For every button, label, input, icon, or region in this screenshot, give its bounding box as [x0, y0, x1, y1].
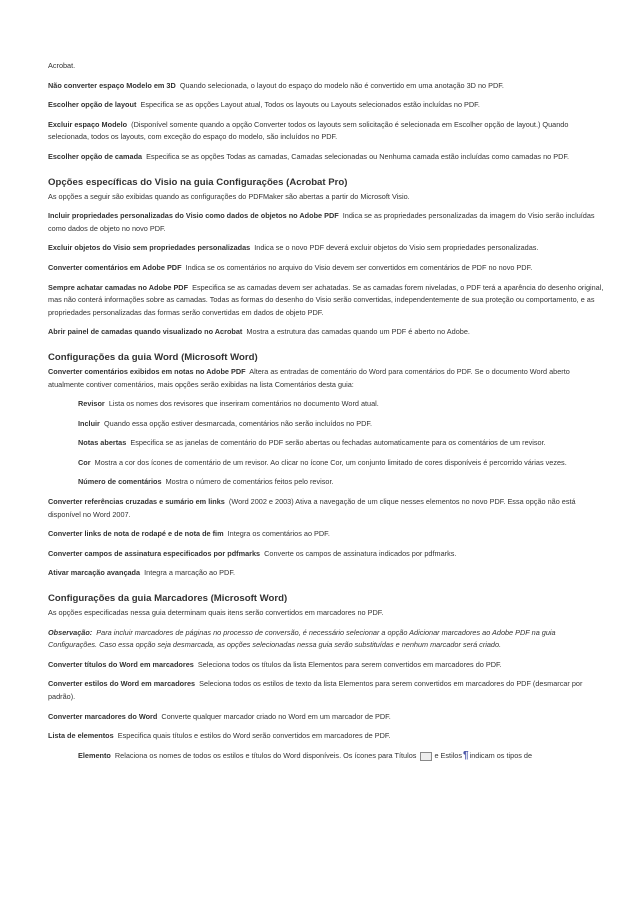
- term-label: Converter links de nota de rodapé e de nota de fim: [48, 529, 224, 539]
- description-text: Indica se as propriedades personalizadas da imagem do Visio serão incluídas como dados de objeto no novo PDF.: [48, 211, 595, 233]
- body-paragraph: [78, 476, 604, 489]
- body-paragraph: [48, 548, 604, 561]
- body-paragraph: [48, 659, 604, 672]
- body-paragraph: [48, 191, 604, 204]
- description-text: Quando essa opção estiver desmarcada, comentários não serão incluídos no PDF.: [103, 418, 373, 428]
- description-text: As opções a seguir são exibidas quando as configurações do PDFMaker são abertas a partir do Microsoft Visio.: [48, 191, 410, 201]
- section-heading: Configurações da guia Marcadores (Microsoft Word): [48, 593, 288, 605]
- description-text: Quando selecionada, o layout do espaço do modelo não é convertido em uma anotação 3D no PDF.: [179, 80, 504, 90]
- body-paragraph: [48, 99, 604, 112]
- term-label: Ativar marcação avançada: [48, 568, 141, 578]
- body-paragraph: [48, 60, 604, 73]
- body-paragraph: [78, 398, 604, 411]
- description-text: Converte os campos de assinatura indicados por pdfmarks.: [264, 548, 457, 558]
- term-label: Observação:: [48, 627, 93, 637]
- term-label: Converter títulos do Word em marcadores: [48, 659, 194, 669]
- description-text: Mostra o número de comentários feitos pelo revisor.: [165, 477, 334, 487]
- description-text: Especifica se as camadas devem ser achatadas. Se as camadas forem niveladas, o PDF terá a aparência do desenho original, mas não conterá informações sobre as camadas. Todas as formas do desenho do Visio serão convertidas, independentemente de sua proteção ou comportamento, e as propriedades personalizadas das formas serão convertidas em dados de objeto PDF.: [48, 282, 604, 317]
- description-text: Altera as entradas de comentário do Word para comentários do PDF. Se o documento Word aberto atualmente contiver comentários, mais opções serão exibidas na lista Comentários desta guia:: [48, 366, 570, 389]
- term-label: Converter comentários em Adobe PDF: [48, 262, 182, 272]
- body-paragraph: [78, 457, 604, 470]
- description-text: As opções especificadas nessa guia determinam quais itens serão convertidos em marcadores no PDF.: [48, 608, 384, 618]
- term-label: Escolher opção de camada: [48, 151, 143, 161]
- term-label: Não converter espaço Modelo em 3D: [48, 80, 176, 90]
- term-label: Sempre achatar camadas no Adobe PDF: [48, 282, 189, 292]
- body-paragraph: [48, 282, 604, 320]
- description-text: Especifica se as janelas de comentário do PDF serão abertas ou fechadas automaticamente para os comentários de um revisor.: [130, 438, 546, 448]
- body-paragraph: [48, 119, 604, 144]
- description-text: Acrobat.: [48, 61, 76, 70]
- heading-icon: [420, 752, 432, 761]
- description-text: Integra a marcação ao PDF.: [144, 568, 235, 578]
- description-text: Para incluir marcadores de páginas no processo de conversão, é necessário selecionar a opção Adicionar marcadores ao Adobe PDF na guia Configurações. Caso essa opção seja desmarcada, as opções selecionadas nessa guia serão substituídas e nenhum marcador será criado.: [48, 627, 556, 650]
- body-paragraph: [48, 242, 604, 255]
- term-label: Converter campos de assinatura especificados por pdfmarks: [48, 548, 261, 558]
- description-text: Mostra a cor dos ícones de comentário de um revisor. Ao clicar no ícone Cor, um conjunto limitado de cores disponíveis é percorrido várias vezes.: [94, 457, 567, 467]
- body-paragraph: [48, 567, 604, 580]
- body-paragraph: [48, 366, 604, 391]
- body-paragraph: [48, 262, 604, 275]
- body-paragraph: [48, 678, 604, 703]
- term-label: Número de comentários: [78, 477, 162, 487]
- term-label: Excluir espaço Modelo: [48, 119, 128, 129]
- body-paragraph: [48, 210, 604, 235]
- body-paragraph: [48, 730, 604, 743]
- term-label: Escolher opção de layout: [48, 100, 137, 110]
- description-text: Especifica quais títulos e estilos do Word serão convertidos em marcadores de PDF.: [117, 731, 391, 741]
- style-icon: ¶: [463, 749, 469, 761]
- term-label: Incluir propriedades personalizadas do Visio como dados de objetos no Adobe PDF: [48, 211, 339, 221]
- body-paragraph: [78, 437, 604, 450]
- term-label: Converter referências cruzadas e sumário em links: [48, 497, 225, 507]
- term-label: Abrir painel de camadas quando visualizado no Acrobat: [48, 327, 243, 337]
- description-text: Seleciona todos os estilos de texto da lista Elementos para serem convertidos em marcadores do PDF (desmarcar por padrão).: [48, 679, 583, 701]
- description-text: Indica se o novo PDF deverá excluir objetos do Visio sem propriedades personalizadas.: [254, 243, 539, 253]
- body-paragraph: [48, 607, 604, 620]
- term-label: Incluir: [78, 418, 100, 428]
- description-text: e Estilos: [434, 751, 463, 760]
- body-paragraph: [78, 750, 604, 763]
- description-text: (Disponível somente quando a opção Converter todos os layouts sem solicitação é selecionada em Escolher opção de layout.) Quando selecionada, todos os layouts, com exceção do espaço do modelo, são incluídos no PDF.: [48, 119, 569, 142]
- term-label: Converter comentários exibidos em notas no Adobe PDF: [48, 366, 246, 376]
- body-paragraph: [48, 80, 604, 93]
- body-paragraph: [48, 326, 604, 339]
- description-text: Lista os nomes dos revisores que inseriram comentários no documento Word atual.: [108, 399, 379, 409]
- body-paragraph: [48, 496, 604, 521]
- term-label: Converter estilos do Word em marcadores: [48, 679, 196, 689]
- description-text: Mostra a estrutura das camadas quando um PDF é aberto no Adobe.: [246, 327, 470, 337]
- description-text: Relaciona os nomes de todos os estilos e títulos do Word disponíveis. Os ícones para Títulos: [114, 751, 417, 760]
- term-label: Cor: [78, 457, 91, 467]
- term-label: Lista de elementos: [48, 731, 114, 741]
- body-paragraph: [78, 418, 604, 431]
- term-label: Converter marcadores do Word: [48, 711, 158, 721]
- body-paragraph: [48, 151, 604, 164]
- section-heading: Configurações da guia Word (Microsoft Word): [48, 351, 258, 363]
- description-text: Converte qualquer marcador criado no Word em um marcador de PDF.: [161, 711, 391, 721]
- description-text: Especifica se as opções Todas as camadas, Camadas selecionadas ou Nenhuma camada estão incluídas como camadas no PDF.: [146, 151, 570, 161]
- description-text: (Word 2002 e 2003) Ativa a navegação de um clique nesses elementos no novo PDF. Essa opção não está disponível no Word 2007.: [48, 497, 576, 519]
- description-text: Seleciona todos os títulos da lista Elementos para serem convertidos em marcadores do PDF.: [197, 659, 502, 669]
- document-page: [48, 60, 604, 770]
- description-text: indicam os tipos de: [469, 751, 533, 760]
- description-text: Especifica se as opções Layout atual, Todos os layouts ou Layouts selecionados estão incluídas no PDF.: [140, 100, 480, 110]
- description-text: Integra os comentários ao PDF.: [227, 529, 330, 539]
- note-paragraph: [48, 627, 604, 652]
- section-heading: Opções específicas do Visio na guia Configurações (Acrobat Pro): [48, 176, 348, 188]
- body-paragraph: [48, 528, 604, 541]
- term-label: Excluir objetos do Visio sem propriedades personalizadas: [48, 243, 251, 253]
- description-text: Indica se os comentários no arquivo do Visio devem ser convertidos em comentários de PDF no novo PDF.: [185, 262, 533, 272]
- term-label: Notas abertas: [78, 438, 127, 448]
- term-label: Elemento: [78, 751, 111, 760]
- body-paragraph: [48, 711, 604, 724]
- term-label: Revisor: [78, 399, 105, 409]
